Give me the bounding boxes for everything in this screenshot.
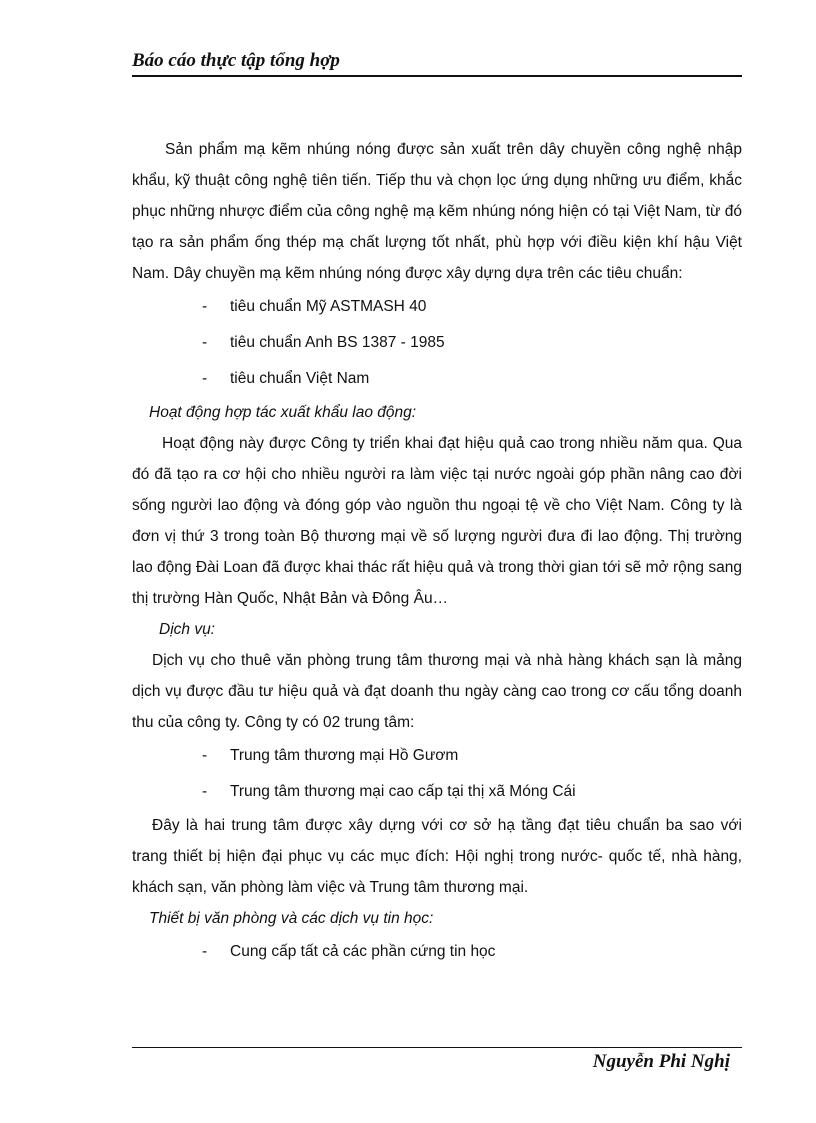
standard-list-item bbox=[132, 289, 742, 325]
dash-bullet: - bbox=[202, 370, 208, 387]
centers-paragraph: Đây là hai trung tâm được xây dựng với cơ sở hạ tầng đạt tiêu chuẩn ba sao với trang thiết bị hiện đại phục vụ các mục đích: Hội nghị trong nước- quốc tế, nhà hàng, khách sạn, văn phòng làm việc và Trung tâm thương mại. bbox=[132, 817, 742, 896]
center-list-item bbox=[132, 738, 742, 774]
document-body bbox=[132, 134, 742, 970]
standard-text: tiêu chuẩn Việt Nam bbox=[230, 370, 370, 387]
labor-export-paragraph: Hoạt động này được Công ty triển khai đạt hiệu quả cao trong nhiều năm qua. Qua đó đã tạo ra cơ hội cho nhiều người ra làm việc tại nước ngoài góp phần nâng cao đời sống người lao động và đóng góp vào nguồn thu ngoại tệ về cho Việt Nam. Công ty là đơn vị thứ 3 trong toàn Bộ thương mại về số lượng người đưa đi lao động. Thị trường lao động Đài Loan đã được khai thác rất hiệu quả và trong thời gian tới sẽ mở rộng sang thị trường Hàn Quốc, Nhật Bản và Đông Âu… bbox=[132, 435, 742, 607]
footer-divider bbox=[132, 1047, 742, 1048]
it-item-text: Cung cấp tất cả các phần cứng tin học bbox=[230, 943, 496, 960]
dash-bullet: - bbox=[202, 747, 208, 764]
intro-paragraph: Sản phẩm mạ kẽm nhúng nóng được sản xuất trên dây chuyền công nghệ nhập khẩu, kỹ thuật công nghệ tiên tiến. Tiếp thu và chọn lọc ứng dụng những ưu điểm, khắc phục những nhược điểm của công nghệ mạ kẽm nhúng nóng hiện có tại Việt Nam, từ đó tạo ra sản phẩm ống thép mạ chất lượng tốt nhất, phù hợp với điều kiện khí hậu Việt Nam. Dây chuyền mạ kẽm nhúng nóng được xây dựng dựa trên các tiêu chuẩn: bbox=[132, 141, 742, 282]
footer-author: Nguyễn Phi Nghị bbox=[592, 1051, 730, 1072]
standard-list-item bbox=[132, 361, 742, 397]
labor-export-heading: Hoạt động hợp tác xuất khẩu lao động: bbox=[149, 404, 417, 421]
center-text: Trung tâm thương mại cao cấp tại thị xã Móng Cái bbox=[230, 783, 576, 800]
dash-bullet: - bbox=[202, 334, 208, 351]
it-list-item bbox=[132, 934, 742, 970]
document-header-title: Báo cáo thực tập tổng hợp bbox=[132, 50, 340, 71]
standard-text: tiêu chuẩn Anh BS 1387 - 1985 bbox=[230, 334, 445, 351]
header-divider bbox=[132, 75, 742, 77]
standard-text: tiêu chuẩn Mỹ ASTMASH 40 bbox=[230, 298, 427, 315]
services-heading: Dịch vụ: bbox=[159, 621, 215, 638]
dash-bullet: - bbox=[202, 943, 208, 960]
dash-bullet: - bbox=[202, 783, 208, 800]
center-list-item bbox=[132, 774, 742, 810]
dash-bullet: - bbox=[202, 298, 208, 315]
it-services-heading: Thiết bị văn phòng và các dịch vụ tin học: bbox=[149, 910, 434, 927]
standard-list-item bbox=[132, 325, 742, 361]
center-text: Trung tâm thương mại Hồ Gươm bbox=[230, 747, 459, 764]
services-paragraph: Dịch vụ cho thuê văn phòng trung tâm thương mại và nhà hàng khách sạn là mảng dịch vụ được đầu tư hiệu quả và đạt doanh thu ngày càng cao trong cơ cấu tổng doanh thu của công ty. Công ty có 02 trung tâm: bbox=[132, 652, 742, 731]
